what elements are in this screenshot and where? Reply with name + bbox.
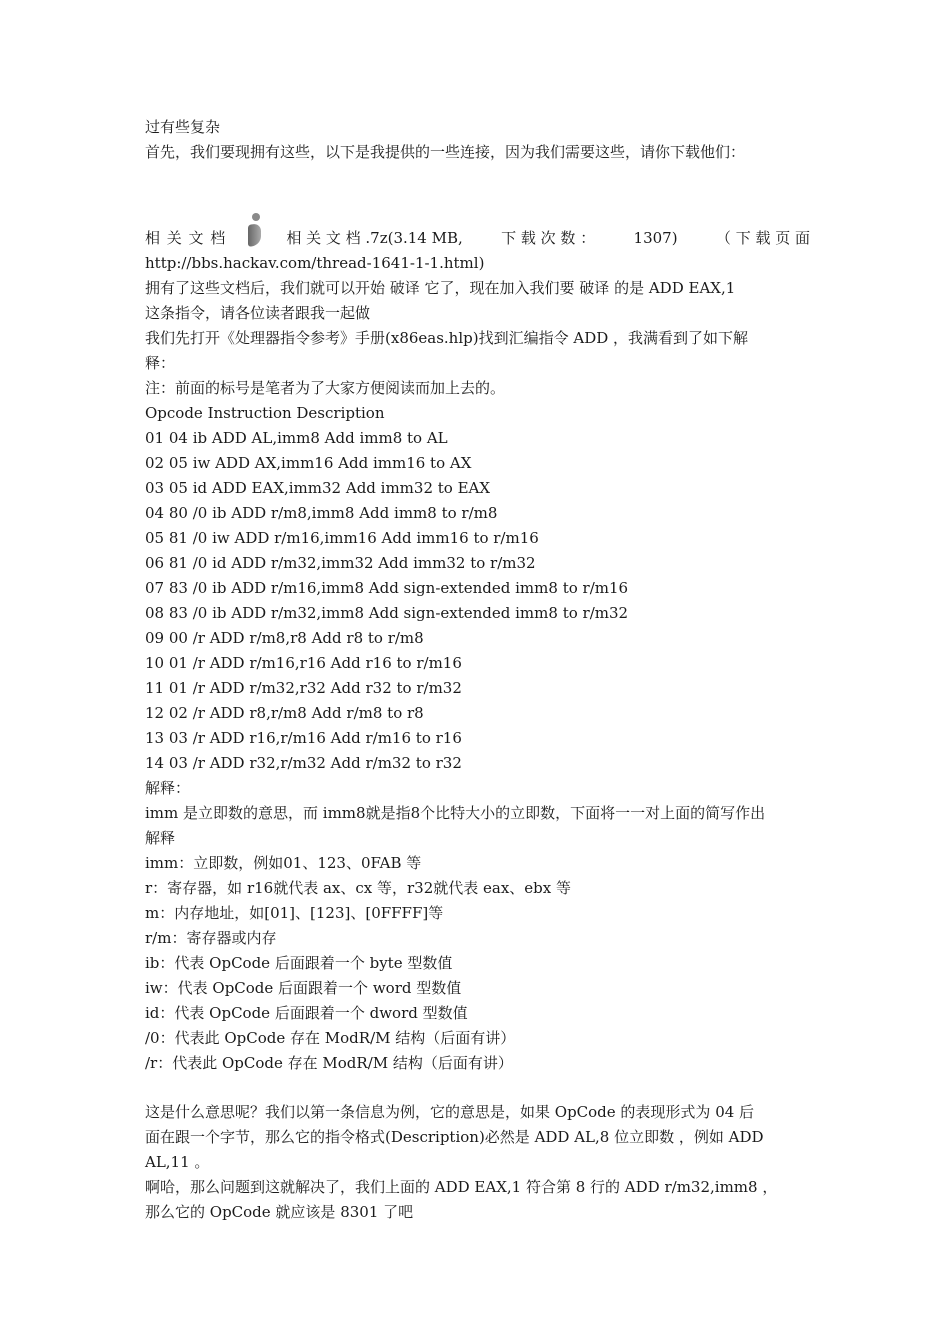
opcode-row: 02 05 iw ADD AX,imm16 Add imm16 to AX [145,454,472,472]
definition-line: id：代表 OpCode 后面跟着一个 dword 型数值 [145,1004,468,1022]
opcode-row: 05 81 /0 iw ADD r/m16,imm16 Add imm16 to r/m16 [145,529,539,547]
opcode-row: 14 03 /r ADD r32,r/m32 Add r/m32 to r32 [145,754,462,772]
opcode-row: 06 81 /0 id ADD r/m32,imm32 Add imm32 to r/m32 [145,554,536,572]
download-line [145,213,810,251]
text-line: 那么它的 OpCode 就应该是 8301 了吧 [145,1203,414,1221]
definition-line: /0：代表此 OpCode 存在 ModR/M 结构（后面有讲） [145,1029,516,1047]
text-line: imm 是立即数的意思，而 imm8就是指8个比特大小的立即数，下面将一一对上面的简写作出 [145,804,766,822]
opcode-row: 12 02 /r ADD r8,r/m8 Add r/m8 to r8 [145,704,424,722]
text-line: 拥有了这些文档后，我们就可以开始 破译 它了，现在加入我们要 破译 的是 ADD EAX,1 [145,279,736,297]
note-line: 注：前面的标号是笔者为了大家方便阅读而加上去的。 [145,379,506,397]
text-line: 过有些复杂 [145,118,221,136]
download-count: 1307) [633,229,678,247]
document-page [145,115,810,1225]
opcode-row: 08 83 /0 ib ADD r/m32,imm8 Add sign-extended imm8 to r/m32 [145,604,629,622]
opcode-row: 01 04 ib ADD AL,imm8 Add imm8 to AL [145,429,448,447]
opcode-row: 03 05 id ADD EAX,imm32 Add imm32 to EAX [145,479,491,497]
definition-line: r/m：寄存器或内存 [145,929,277,947]
section-heading: 解释： [145,779,191,797]
opcode-row: 13 03 /r ADD r16,r/m16 Add r/m16 to r16 [145,729,462,747]
file-attachment-icon[interactable] [244,213,268,251]
definition-line: imm：立即数，例如01、123、0FAB 等 [145,854,422,872]
download-count-label: 下 载 次 数 ： [501,229,596,247]
definition-line: m：内存地址，如[01]、[123]、[0FFFF]等 [145,904,444,922]
opcode-row: 10 01 /r ADD r/m16,r16 Add r16 to r/m16 [145,654,462,672]
text-line: 这条指令，请各位读者跟我一起做 [145,304,371,322]
definition-line: r：寄存器，如 r16就代表 ax、cx 等，r32就代表 eax、ebx 等 [145,879,572,897]
text-line: 解释 [145,829,176,847]
definition-line: iw：代表 OpCode 后面跟着一个 word 型数值 [145,979,462,997]
text-line: 首先，我们要现拥有这些，以下是我提供的一些连接，因为我们需要这些，请你下载他们： [145,143,746,161]
download-page-label: （ 下 载 页 面 [715,229,810,247]
text-line: 释： [145,354,176,372]
text-line: 面在跟一个字节，那么它的指令格式(Description)必然是 ADD AL,8 位立即数 ，例如 ADD [145,1128,764,1146]
opcode-row: 04 80 /0 ib ADD r/m8,imm8 Add imm8 to r/m8 [145,504,498,522]
definition-line: /r：代表此 OpCode 存在 ModR/M 结构（后面有讲） [145,1054,513,1072]
opcode-table-header: Opcode Instruction Description [145,404,385,422]
opcode-row: 09 00 /r ADD r/m8,r8 Add r8 to r/m8 [145,629,424,647]
doc-label: 相 关 文 档 [145,229,227,247]
opcode-row: 07 83 /0 ib ADD r/m16,imm8 Add sign-extended imm8 to r/m16 [145,579,629,597]
opcode-row: 11 01 /r ADD r/m32,r32 Add r32 to r/m32 [145,679,462,697]
download-url[interactable]: http://bbs.hackav.com/thread-1641-1-1.html) [145,254,485,272]
doc-link[interactable]: 相 关 文 档 .7z(3.14 MB, [286,229,463,247]
definition-line: ib：代表 OpCode 后面跟着一个 byte 型数值 [145,954,453,972]
text-line: 啊哈，那么问题到这就解决了，我们上面的 ADD EAX,1 符合第 8 行的 ADD r/m32,imm8 ， [145,1178,778,1196]
text-line: 这是什么意思呢？我们以第一条信息为例，它的意思是，如果 OpCode 的表现形式为 04 后 [145,1103,755,1121]
text-line: 我们先打开《处理器指令参考》手册(x86eas.hlp)找到汇编指令 ADD ，我满看到了如下解 [145,329,749,347]
text-line: AL,11 。 [145,1153,210,1171]
